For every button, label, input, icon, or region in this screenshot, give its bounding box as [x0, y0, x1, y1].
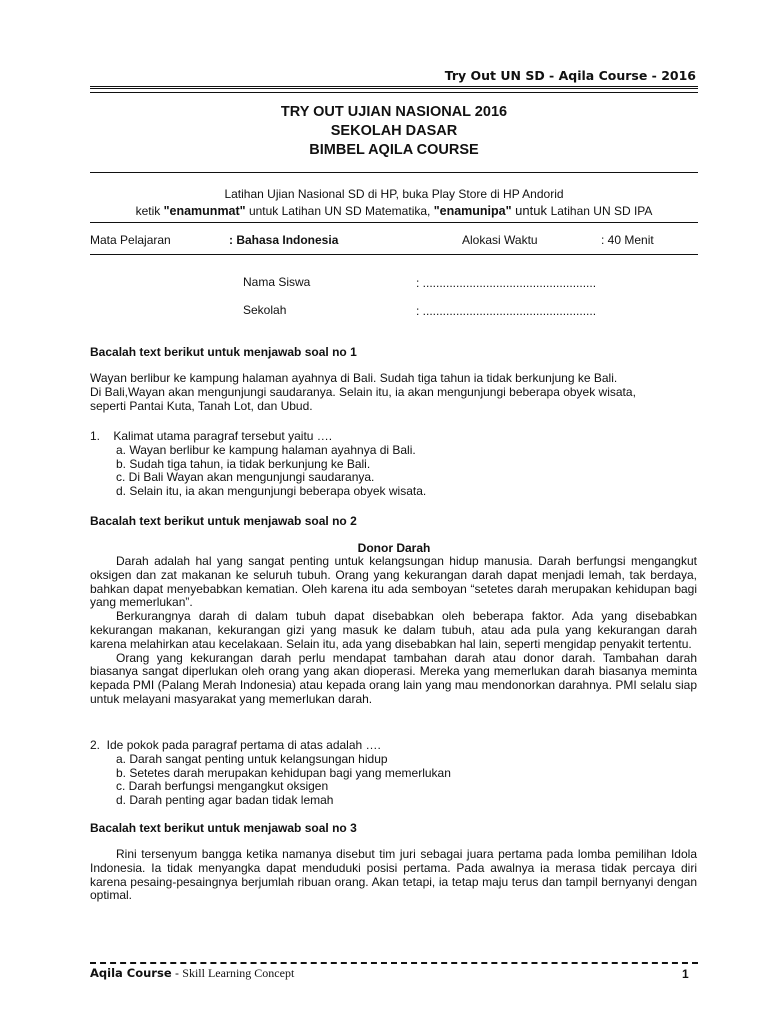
- title-line-2: SEKOLAH DASAR: [330, 123, 458, 139]
- answer-option: d. Selain itu, ia akan mengunjungi beberapa obyek wisata.: [116, 484, 427, 499]
- brand-separator: -: [171, 966, 183, 980]
- info-text: ketik: [135, 204, 164, 218]
- answer-option: b. Sudah tiga tahun, ia tidak berkunjung ke Bali.: [116, 456, 371, 471]
- section-3-text: Rini tersenyum bangga ketika namanya disebut tim juri sebagai juara pertama pada lomba pemilihan Idola Indonesia. Ia tidak menyangka dapat menduduki posisi pertama. Pada awalnya ia merasa tidak percaya diri karena pesaing-pesaingnya berjumlah ribuan orang. Akan tetapi, ia tetap maju terus dan tampil bernyanyi dengan optimal.: [90, 847, 697, 903]
- question-text: 2. Ide pokok pada paragraf pertama di atas adalah ….: [90, 738, 381, 752]
- student-name-field: : ....................................................: [416, 276, 597, 290]
- paragraph: Darah adalah hal yang sangat penting untuk kelangsungan hidup manusia. Darah berfungsi mengangkut oksigen dan zat makanan ke seluruh tubuh. Orang yang kekurangan darah dapat menjadi lemah, tak berdaya, bahkan dapat menyebabkan kematian. Oleh karena itu ada semboyan “setetes darah merupakan kehidupan bagi yang memerlukan”.: [90, 554, 697, 610]
- school-label: Sekolah: [243, 303, 287, 317]
- app-name-ipa: "enamunipa": [433, 204, 512, 218]
- answer-option: a. Darah sangat penting untuk kelangsungan hidup: [116, 751, 388, 766]
- info-text: Latihan UN SD IPA: [550, 204, 653, 218]
- answer-option: d. Darah penting agar badan tidak lemah: [116, 793, 334, 808]
- info-line-1: Latihan Ujian Nasional SD di HP, buka Play Store di HP Andorid: [224, 187, 564, 201]
- info-text: untuk: [511, 203, 551, 218]
- text-line: seperti Pantai Kuta, Tanah Lot, dan Ubud.: [90, 398, 313, 413]
- school-field: : ....................................................: [416, 304, 597, 318]
- question-2: [90, 739, 451, 808]
- divider-subject: [90, 254, 698, 255]
- brand-name: Aqila Course: [90, 966, 172, 980]
- question-text: 1. Kalimat utama paragraf tersebut yaitu ….: [90, 429, 333, 443]
- info-text: untuk Latihan UN SD Matematika,: [245, 204, 434, 218]
- brand-tagline: Skill Learning Concept: [182, 966, 295, 980]
- text-line: Wayan berlibur ke kampung halaman ayahnya di Bali. Sudah tiga tahun ia tidak berkunjung ke Bali.: [90, 371, 618, 385]
- document-title-block: [90, 103, 698, 160]
- section-2-heading: Bacalah text berikut untuk menjawab soal no 2: [90, 514, 357, 528]
- title-line-1: TRY OUT UJIAN NASIONAL 2016: [280, 104, 508, 120]
- text-line: Di Bali,Wayan akan mengunjungi saudaranya. Selain itu, ia akan mengunjungi beberapa obyek wisata,: [90, 384, 636, 399]
- section-3-heading: Bacalah text berikut untuk menjawab soal no 3: [90, 821, 357, 835]
- footer-brand: [90, 966, 294, 981]
- time-value: : 40 Menit: [601, 233, 654, 247]
- running-header: Try Out UN SD - Aqila Course - 2016: [444, 68, 696, 83]
- footer-rule: [90, 962, 698, 964]
- title-line-3: BIMBEL AQILA COURSE: [309, 142, 479, 158]
- divider-info: [90, 222, 698, 223]
- paragraph: Berkurangnya darah di dalam tubuh dapat disebabkan oleh beberapa faktor. Ada yang disebabkan kekurangan makanan, kekurangan gizi yang masuk ke dalam tubuh, atau ada pula yang kekurangan darah karena melahirkan atau kecelakaan. Selain itu, ada yang disebabkan hal lain, seperti mengidap penyakit tertentu.: [90, 609, 697, 651]
- question-1: [90, 430, 426, 499]
- divider-top: [90, 172, 698, 173]
- section-1-text: [90, 372, 697, 413]
- page-number: 1: [682, 967, 689, 981]
- time-label: Alokasi Waktu: [462, 233, 538, 247]
- answer-option: c. Darah berfungsi mengangkut oksigen: [116, 779, 329, 794]
- subject-label: Mata Pelajaran: [90, 233, 171, 247]
- subject-value: : Bahasa Indonesia: [229, 233, 339, 247]
- header-rule: [90, 86, 698, 93]
- section-1-heading: Bacalah text berikut untuk menjawab soal no 1: [90, 345, 357, 359]
- paragraph: Orang yang kekurangan darah perlu mendapat tambahan darah atau donor darah. Tambahan darah biasanya sangat diperlukan oleh orang yang akan dioperasi. Mereka yang memerlukan darah biasanya meminta kepada PMI (Palang Merah Indonesia) atau kepada orang lain yang mau mendonorkan darahnya. PMI selalu siap untuk melayani masyarakat yang memerlukan darah.: [90, 650, 697, 706]
- answer-option: c. Di Bali Wayan akan mengunjungi saudaranya.: [116, 470, 375, 485]
- answer-option: a. Wayan berlibur ke kampung halaman ayahnya di Bali.: [116, 442, 416, 457]
- info-line-2: [90, 203, 698, 219]
- answer-option: b. Setetes darah merupakan kehidupan bagi yang memerlukan: [116, 765, 451, 780]
- app-name-math: "enamunmat": [163, 204, 246, 218]
- student-name-label: Nama Siswa: [243, 275, 311, 289]
- section-2-text: [90, 555, 697, 707]
- passage-title: Donor Darah: [357, 541, 431, 555]
